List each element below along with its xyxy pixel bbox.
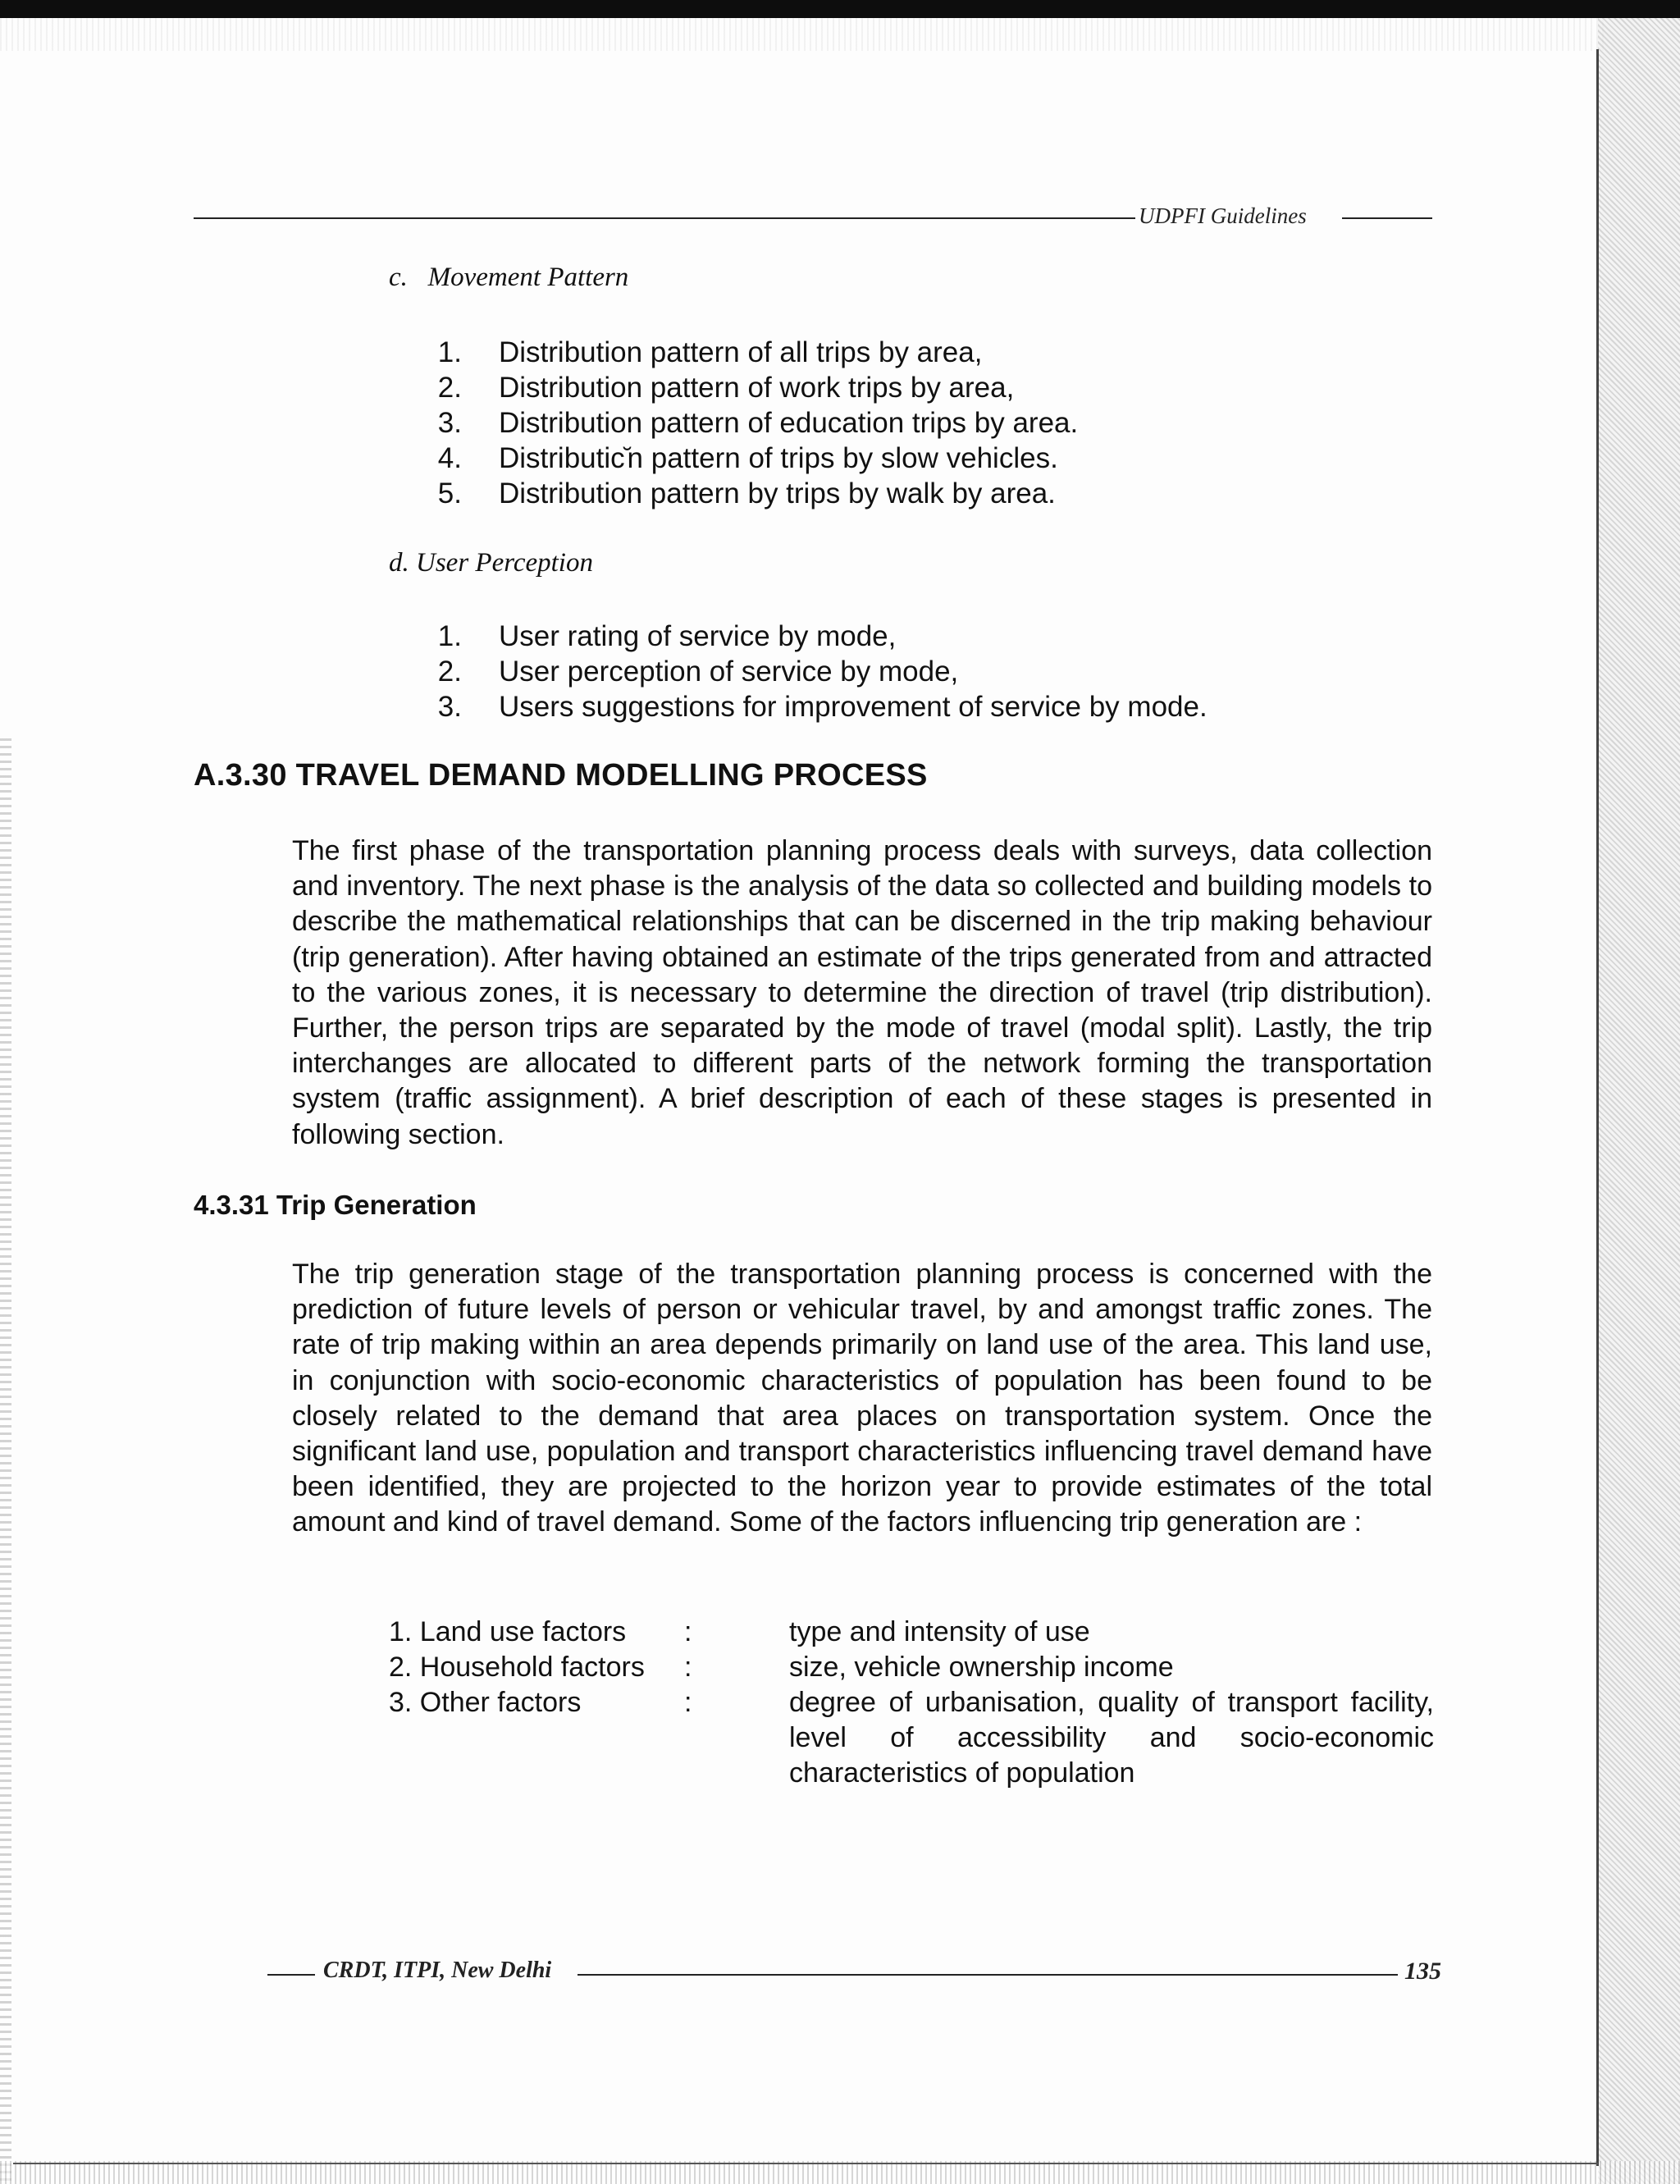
list-item-number: 4. bbox=[437, 442, 462, 474]
running-header bbox=[194, 203, 1432, 231]
list-item bbox=[400, 654, 1434, 689]
factor-colon: : bbox=[684, 1652, 692, 1683]
footer-rule bbox=[578, 1974, 1398, 1976]
footer-organization: CRDT, ITPI, New Delhi bbox=[323, 1958, 552, 1983]
page-edge-right bbox=[1596, 49, 1599, 2166]
list-item-text: User perception of service by mode, bbox=[499, 656, 959, 688]
factor-colon: : bbox=[684, 1616, 692, 1647]
trip-generation-heading: 4.3.31 Trip Generation bbox=[194, 1190, 477, 1220]
list-item-number: 3. bbox=[437, 691, 462, 723]
factor-name: 3. Other factors bbox=[389, 1687, 582, 1718]
list-item bbox=[400, 619, 1434, 654]
factor-description: degree of urbanisation, quality of transport facility, level of accessibility and socio-economic characteristics of population bbox=[789, 1687, 1434, 1789]
movement-pattern-heading: c. Movement Pattern bbox=[389, 263, 629, 292]
list-item-number: 2. bbox=[437, 372, 462, 404]
list-item-number: 1. bbox=[437, 620, 462, 652]
section-paragraph: The first phase of the transportation planning process deals with surveys, data collection and inventory. The next phase is the analysis of the data so collected and building models to describe the mathematical relationships that can be discerned in the trip making behaviour (trip generation). After having obtained an estimate of the trips generated from and attracted to the various zones, it is necessary to determine the direction of travel (trip distribution). Further, the person trips are separated by the mode of travel (modal split). Lastly, the trip interchanges are allocated to different parts of the network forming the transportation system (traffic assignment). A brief description of each of these stages is presented in following section. bbox=[292, 835, 1432, 1150]
factors-list bbox=[389, 1615, 1434, 1791]
list-item-text: Distribution pattern by trips by walk by area. bbox=[499, 477, 1056, 509]
header-rule-end bbox=[1342, 217, 1432, 219]
section-heading: A.3.30 TRAVEL DEMAND MODELLING PROCESS bbox=[194, 758, 928, 793]
list-item bbox=[400, 405, 1385, 441]
header-rule bbox=[194, 217, 1135, 219]
list-item bbox=[400, 441, 1385, 476]
list-item-text: User rating of service by mode, bbox=[499, 620, 897, 652]
factor-colon: : bbox=[684, 1687, 692, 1718]
page-edge-bottom bbox=[13, 2163, 1598, 2164]
list-item-text: Distribution pattern of work trips by area, bbox=[499, 372, 1015, 404]
list-item-number: 3. bbox=[437, 407, 462, 439]
list-item-number: 5. bbox=[437, 477, 462, 509]
scan-left-edge bbox=[0, 738, 11, 2182]
scan-top-edge bbox=[0, 0, 1680, 18]
list-item-text: Distribution pattern of all trips by area, bbox=[499, 336, 983, 368]
scan-noise-top bbox=[0, 18, 1608, 51]
movement-pattern-list bbox=[400, 335, 1385, 511]
page-number: 135 bbox=[1404, 1958, 1441, 1985]
list-item-text: Distribution pattern of education trips by area. bbox=[499, 407, 1079, 439]
factor-row bbox=[389, 1615, 1434, 1650]
user-perception-list bbox=[400, 619, 1434, 724]
list-item-number: 1. bbox=[437, 336, 462, 368]
user-perception-heading: d. User Perception bbox=[389, 548, 593, 578]
list-item-text: Distributic ̆n pattern of trips by slow vehicles. bbox=[499, 442, 1058, 474]
list-item bbox=[400, 370, 1385, 405]
list-item-number: 2. bbox=[437, 656, 462, 688]
trip-generation-paragraph: The trip generation stage of the transportation planning process is concerned with the prediction of future levels of person or vehicular travel, by and amongst traffic zones. The rate of trip making within an area depends primarily on land use of the area. This land use, in conjunction with socio-economic characteristics of population has been found to be closely related to the demand that area places on transportation system. Once the significant land use, population and transport characteristics influencing travel demand have been identified, they are projected to the horizon year to provide estimates of the total amount and kind of travel demand. Some of the factors influencing trip generation are : bbox=[292, 1259, 1432, 1538]
scan-right-edge bbox=[1598, 18, 1680, 2184]
list-item bbox=[400, 689, 1434, 724]
factor-name: 2. Household factors bbox=[389, 1652, 645, 1683]
factor-name: 1. Land use factors bbox=[389, 1616, 627, 1647]
list-item-text: Users suggestions for improvement of service by mode. bbox=[499, 691, 1208, 723]
page-footer bbox=[267, 1958, 1441, 1990]
list-item bbox=[400, 476, 1385, 511]
factor-row bbox=[389, 1650, 1434, 1685]
factor-description: size, vehicle ownership income bbox=[789, 1652, 1174, 1683]
scan-bottom-edge bbox=[0, 2161, 1680, 2184]
list-item bbox=[400, 335, 1385, 370]
factor-description: type and intensity of use bbox=[789, 1616, 1090, 1647]
header-title: UDPFI Guidelines bbox=[1139, 203, 1307, 228]
factor-row bbox=[389, 1685, 1434, 1791]
footer-lead-rule bbox=[267, 1974, 315, 1976]
